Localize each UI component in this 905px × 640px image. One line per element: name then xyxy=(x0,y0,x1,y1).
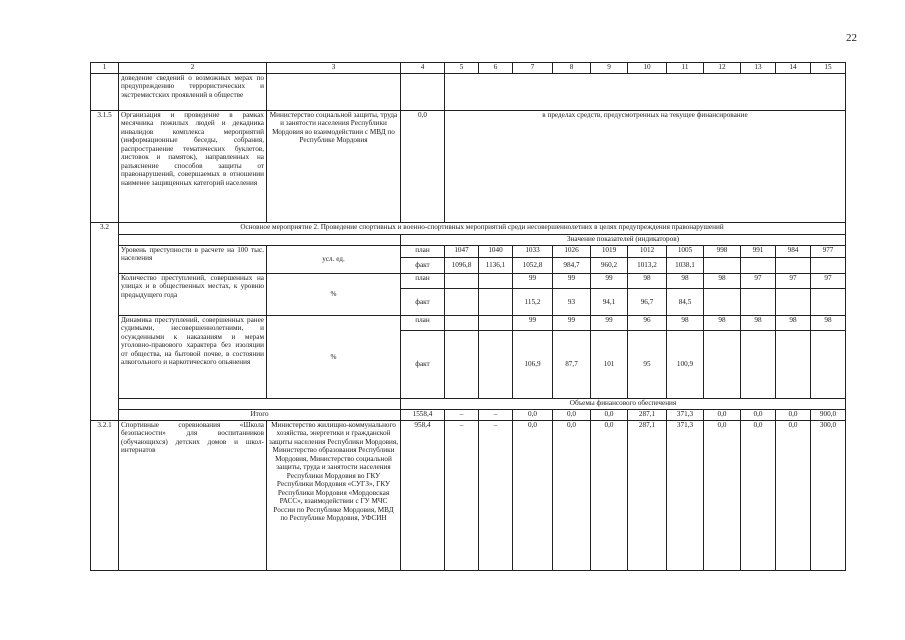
fact-value xyxy=(776,289,811,316)
amount-value: 0,0 xyxy=(591,421,628,571)
row-amount: 0,0 xyxy=(401,111,445,223)
fact-value xyxy=(704,258,741,274)
header-cell: 3 xyxy=(267,63,401,74)
fact-value xyxy=(704,289,741,316)
finance-header-row xyxy=(91,399,846,410)
itogo-value: 371,3 xyxy=(667,410,704,421)
program-table xyxy=(90,62,846,571)
header-cell: 6 xyxy=(479,63,513,74)
fact-value xyxy=(811,289,846,316)
finance-header: Объемы финансового обеспечения xyxy=(401,399,846,410)
fact-value: 95 xyxy=(628,331,667,399)
itogo-value: – xyxy=(479,410,513,421)
indicator-name: Количество преступлений, совершенных на улицах и в общественных местах, к уровню предыдущего года xyxy=(119,274,267,316)
fact-value: 106,9 xyxy=(513,331,553,399)
amount-value: 287,1 xyxy=(628,421,667,571)
fact-value: 87,7 xyxy=(553,331,591,399)
fact-label: факт xyxy=(401,331,445,399)
plan-value: 99 xyxy=(513,316,553,331)
plan-value: 1012 xyxy=(628,246,667,258)
fact-value xyxy=(741,258,776,274)
indicators-header: Значение показателей (индикаторов) xyxy=(401,235,846,246)
fact-value xyxy=(445,331,479,399)
plan-value: 98 xyxy=(667,274,704,289)
itogo-value: 900,0 xyxy=(811,410,846,421)
continuation-text: доведение сведений о возможных мерах по предупреждению террористических и экстремистских проявлений в обществе xyxy=(119,74,267,111)
plan-value: 99 xyxy=(591,274,628,289)
plan-value: 98 xyxy=(704,274,741,289)
fact-value: 1013,2 xyxy=(628,258,667,274)
row-description: Организация и проведение в рамках месячника пожилых людей и декадника инвалидов комплекса мероприятий (информационные беседы, собрания, распространение тематических буклетов, листовок и памяток), направленных на разъяснение способов защиты от правонарушений, совершаемых в отношении наименее защищенных категорий населения xyxy=(119,111,267,223)
fact-value: 115,2 xyxy=(513,289,553,316)
plan-value: 99 xyxy=(513,274,553,289)
row-3-1-5 xyxy=(91,111,846,223)
fact-value: 1052,8 xyxy=(513,258,553,274)
plan-value: 1047 xyxy=(445,246,479,258)
plan-value: 1005 xyxy=(667,246,704,258)
header-cell: 1 xyxy=(91,63,119,74)
fact-value xyxy=(445,289,479,316)
plan-value: 977 xyxy=(811,246,846,258)
plan-value: 98 xyxy=(628,274,667,289)
plan-value: 97 xyxy=(776,274,811,289)
fact-value: 100,9 xyxy=(667,331,704,399)
amount-cell xyxy=(401,74,445,111)
plan-value: 98 xyxy=(776,316,811,331)
amount-value: 0,0 xyxy=(776,421,811,571)
fact-value: 984,7 xyxy=(553,258,591,274)
row-continuation xyxy=(91,74,846,111)
header-cell: 2 xyxy=(119,63,267,74)
fact-value xyxy=(776,258,811,274)
itogo-value: 1558,4 xyxy=(401,410,445,421)
plan-label: план xyxy=(401,316,445,331)
amount-value: 0,0 xyxy=(513,421,553,571)
fact-value xyxy=(479,331,513,399)
fact-value: 93 xyxy=(553,289,591,316)
plan-value: 98 xyxy=(741,316,776,331)
plan-value: 97 xyxy=(741,274,776,289)
plan-label: план xyxy=(401,246,445,258)
plan-value: 99 xyxy=(553,274,591,289)
indicator-plan-row xyxy=(91,246,846,258)
plan-value: 99 xyxy=(591,316,628,331)
itogo-value: 0,0 xyxy=(553,410,591,421)
header-cell: 5 xyxy=(445,63,479,74)
header-cell: 4 xyxy=(401,63,445,74)
page-number: 22 xyxy=(846,32,857,44)
blank-cell xyxy=(445,74,846,111)
indicator-unit: % xyxy=(267,274,401,316)
fact-value: 960,2 xyxy=(591,258,628,274)
plan-value: 99 xyxy=(553,316,591,331)
fact-label: факт xyxy=(401,258,445,274)
amount-value: 300,0 xyxy=(811,421,846,571)
row-3-2-title xyxy=(91,223,846,235)
header-cell: 14 xyxy=(776,63,811,74)
plan-label: план xyxy=(401,274,445,289)
plan-value: 1026 xyxy=(553,246,591,258)
indicators-header-row xyxy=(91,235,846,246)
indicator-name: Уровень преступности в расчете на 100 тыс. населения xyxy=(119,246,267,274)
amount-value: 0,0 xyxy=(741,421,776,571)
fact-value: 1038,1 xyxy=(667,258,704,274)
itogo-label: Итого xyxy=(119,410,401,421)
plan-value: 1019 xyxy=(591,246,628,258)
plan-value: 991 xyxy=(741,246,776,258)
itogo-value: 0,0 xyxy=(741,410,776,421)
fact-value xyxy=(479,289,513,316)
row-executor: Министерство жилищно-коммунального хозяйства, энергетики и гражданской защиты населения Республики Мордовия, Министерство образования Республики Мордовия, Министерство социальной защиты, труда и занятости населения Республики Мордовия во ГКУ Республики Мордовия «СУГЗ», ГКУ Республики Мордовия «Мордовская РАСС», взаимодействии с ГУ МЧС России по Республике Мордовия, МВД по Республике Мордовия, УФСИН xyxy=(267,421,401,571)
row-description: Спортивные соревнования «Школа безопасности» для воспитанников (обучающихся) детских домов и школ-интернатов xyxy=(119,421,267,571)
fact-value: 84,5 xyxy=(667,289,704,316)
fact-value xyxy=(811,258,846,274)
plan-value: 96 xyxy=(628,316,667,331)
row-code: 3.2 xyxy=(91,223,119,421)
code-cell xyxy=(91,74,119,111)
blank-cell xyxy=(119,399,401,410)
header-cell: 13 xyxy=(741,63,776,74)
plan-value xyxy=(479,316,513,331)
header-cell: 8 xyxy=(553,63,591,74)
plan-value: 984 xyxy=(776,246,811,258)
main-activity-title: Основное мероприятие 2. Проведение спортивных и военно-спортивных мероприятий среди несовершеннолетних в целях предупреждения правонарушений xyxy=(119,223,846,235)
fact-value xyxy=(811,331,846,399)
header-cell: 11 xyxy=(667,63,704,74)
fact-value xyxy=(704,331,741,399)
amount-value: – xyxy=(445,421,479,571)
plan-value: 98 xyxy=(811,316,846,331)
indicator-plan-row xyxy=(91,274,846,289)
amount-value: – xyxy=(479,421,513,571)
fact-value: 1136,1 xyxy=(479,258,513,274)
plan-value xyxy=(445,316,479,331)
itogo-value: 0,0 xyxy=(513,410,553,421)
header-cell: 12 xyxy=(704,63,741,74)
executor-cell xyxy=(267,74,401,111)
itogo-value: 287,1 xyxy=(628,410,667,421)
indicator-plan-row xyxy=(91,316,846,331)
indicator-unit: % xyxy=(267,316,401,399)
amount-value: 371,3 xyxy=(667,421,704,571)
plan-value xyxy=(479,274,513,289)
plan-value: 1040 xyxy=(479,246,513,258)
fact-value xyxy=(741,331,776,399)
fact-label: факт xyxy=(401,289,445,316)
plan-value xyxy=(445,274,479,289)
row-executor: Министерство социальной защиты, труда и занятости населения Республики Мордовия во взаимодействии с МВД по Республике Мордовия xyxy=(267,111,401,223)
indicator-unit: усл. ед. xyxy=(267,246,401,274)
financing-note: в пределах средств, предусмотренных на текущее финансирование xyxy=(445,111,846,223)
itogo-row xyxy=(91,410,846,421)
row-code: 3.2.1 xyxy=(91,421,119,571)
plan-value: 1033 xyxy=(513,246,553,258)
header-row xyxy=(91,63,846,74)
fact-value xyxy=(776,331,811,399)
header-cell: 15 xyxy=(811,63,846,74)
row-3-2-1 xyxy=(91,421,846,571)
header-cell: 9 xyxy=(591,63,628,74)
blank-cell xyxy=(119,235,401,246)
plan-value: 998 xyxy=(704,246,741,258)
plan-value: 98 xyxy=(704,316,741,331)
amount-value: 958,4 xyxy=(401,421,445,571)
fact-value: 1096,8 xyxy=(445,258,479,274)
row-code: 3.1.5 xyxy=(91,111,119,223)
indicator-name: Динамика преступлений, совершенных ранее судимыми, несовершеннолетними, и осужденными к наказаниям и мерам уголовно-правового характера без изоляции от общества, на бытовой почве, в состоянии алкогольного и наркотического опьянения xyxy=(119,316,267,399)
fact-value xyxy=(741,289,776,316)
amount-value: 0,0 xyxy=(553,421,591,571)
fact-value: 96,7 xyxy=(628,289,667,316)
plan-value: 98 xyxy=(667,316,704,331)
plan-value: 97 xyxy=(811,274,846,289)
amount-value: 0,0 xyxy=(704,421,741,571)
header-cell: 10 xyxy=(628,63,667,74)
fact-value: 101 xyxy=(591,331,628,399)
fact-value: 94,1 xyxy=(591,289,628,316)
itogo-value: 0,0 xyxy=(704,410,741,421)
itogo-value: – xyxy=(445,410,479,421)
header-cell: 7 xyxy=(513,63,553,74)
itogo-value: 0,0 xyxy=(591,410,628,421)
itogo-value: 0,0 xyxy=(776,410,811,421)
